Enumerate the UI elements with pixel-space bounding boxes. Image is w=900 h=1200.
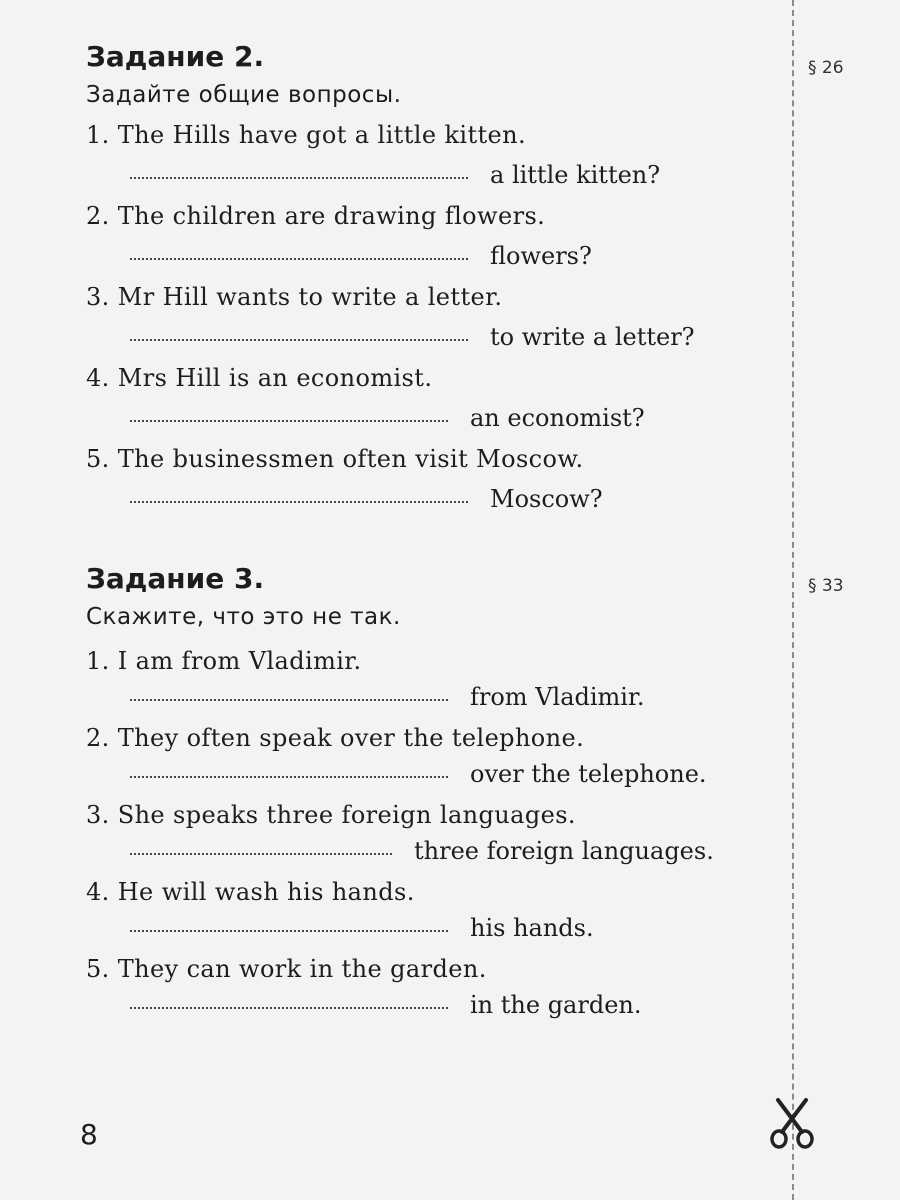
answer-line <box>86 322 786 352</box>
task-title: Задание 2. <box>86 40 265 73</box>
exercise-sentence: 1. The Hills have got a little kitten. <box>86 121 527 149</box>
answer-tail: from Vladimir. <box>470 683 645 711</box>
answer-blank[interactable] <box>130 776 448 778</box>
exercise-item <box>86 201 786 282</box>
answer-line <box>86 913 786 943</box>
answer-tail: to write a letter? <box>490 323 695 351</box>
answer-blank[interactable] <box>130 1007 448 1009</box>
exercise-sentence: 3. She speaks three foreign languages. <box>86 801 576 829</box>
exercise-list <box>86 646 786 1031</box>
exercise-item <box>86 444 786 525</box>
exercise-sentence: 4. He will wash his hands. <box>86 878 415 906</box>
answer-tail: his hands. <box>470 914 594 942</box>
exercise-item <box>86 723 786 800</box>
answer-blank[interactable] <box>130 258 468 260</box>
answer-tail: three foreign languages. <box>414 837 714 865</box>
exercise-item <box>86 363 786 444</box>
answer-line <box>86 160 786 190</box>
answer-blank[interactable] <box>130 501 468 503</box>
exercise-item <box>86 800 786 877</box>
answer-blank[interactable] <box>130 699 448 701</box>
exercise-item <box>86 120 786 201</box>
exercise-item <box>86 877 786 954</box>
exercise-sentence: 3. Mr Hill wants to write a letter. <box>86 283 503 311</box>
exercise-item <box>86 282 786 363</box>
exercise-item <box>86 954 786 1031</box>
answer-tail: flowers? <box>490 242 592 270</box>
answer-line <box>86 759 786 789</box>
answer-line <box>86 403 786 433</box>
answer-tail: Moscow? <box>490 485 603 513</box>
task-2 <box>86 40 786 525</box>
exercise-sentence: 5. They can work in the garden. <box>86 955 487 983</box>
section-reference-task-3: § 33 <box>808 576 844 596</box>
exercise-sentence: 5. The businessmen often visit Moscow. <box>86 445 584 473</box>
task-instruction: Скажите, что это не так. <box>86 604 401 630</box>
answer-blank[interactable] <box>130 339 468 341</box>
cut-line <box>792 0 794 1200</box>
answer-line <box>86 836 786 866</box>
exercise-item <box>86 646 786 723</box>
answer-line <box>86 484 786 514</box>
exercise-list <box>86 120 786 525</box>
exercise-sentence: 2. The children are drawing flowers. <box>86 202 546 230</box>
task-3 <box>86 562 786 1031</box>
answer-blank[interactable] <box>130 930 448 932</box>
task-title: Задание 3. <box>86 562 265 595</box>
answer-line <box>86 990 786 1020</box>
answer-blank[interactable] <box>130 177 468 179</box>
section-reference-task-2: § 26 <box>808 58 844 78</box>
answer-tail: over the telephone. <box>470 760 707 788</box>
exercise-sentence: 4. Mrs Hill is an economist. <box>86 364 433 392</box>
answer-line <box>86 241 786 271</box>
answer-line <box>86 682 786 712</box>
answer-blank[interactable] <box>130 420 448 422</box>
exercise-sentence: 1. I am from Vladimir. <box>86 647 362 675</box>
page-number: 8 <box>80 1118 98 1151</box>
answer-tail: an economist? <box>470 404 645 432</box>
answer-blank[interactable] <box>130 853 392 855</box>
answer-tail: in the garden. <box>470 991 642 1019</box>
answer-tail: a little kitten? <box>490 161 661 189</box>
exercise-sentence: 2. They often speak over the telephone. <box>86 724 585 752</box>
scissors-icon <box>766 1094 818 1150</box>
task-instruction: Задайте общие вопросы. <box>86 82 402 108</box>
